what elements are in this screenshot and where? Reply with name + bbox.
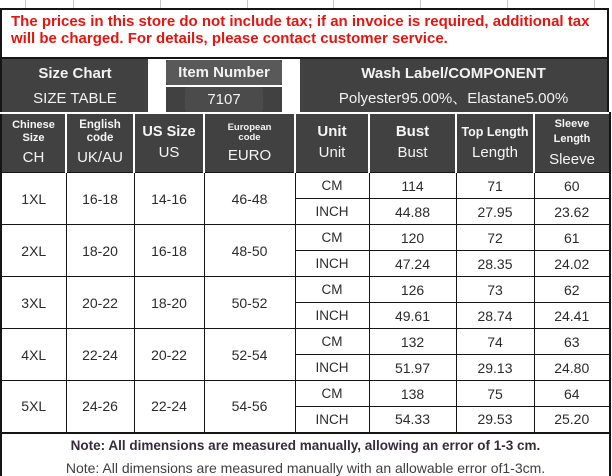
ukau-cell: 18-20 (66, 225, 134, 277)
length-cm-cell: 74 (456, 329, 534, 355)
size-cell: 1XL (1, 173, 66, 225)
col-bust: Bust Bust (369, 113, 456, 173)
bust-inch-cell: 51.97 (369, 355, 456, 381)
length-inch-cell: 27.95 (456, 199, 534, 225)
length-cm-cell: 72 (456, 225, 534, 251)
size-row-3xl-cm (1, 277, 610, 303)
euro-cell: 54-56 (204, 381, 295, 433)
bust-cm-cell: 132 (369, 329, 456, 355)
col-top-length: Top Length Length (456, 113, 534, 173)
unit-cm-cell: CM (295, 381, 369, 407)
unit-inch-cell: INCH (295, 355, 369, 381)
spreadsheet-gridline-fringe-top (0, 0, 612, 8)
bust-inch-cell: 49.61 (369, 303, 456, 329)
unit-inch-cell: INCH (295, 407, 369, 433)
size-row-5xl-cm (1, 381, 610, 407)
size-chart-title: Size Chart (38, 64, 112, 82)
col-us-size: US Size US (134, 113, 204, 173)
sleeve-inch-cell: 24.02 (534, 251, 610, 277)
bust-cm-cell: 126 (369, 277, 456, 303)
item-number-cell (150, 59, 298, 112)
ukau-cell: 22-24 (66, 329, 134, 381)
sleeve-inch-cell: 24.41 (534, 303, 610, 329)
tax-notice: The prices in this store do not include tax; if an invoice is required, additional tax will be charged. For details, please contact customer service. (0, 8, 609, 57)
unit-cm-cell: CM (295, 277, 369, 303)
col-sleeve-length: Sleeve Length Sleeve (534, 113, 610, 173)
note-row-primary (1, 433, 610, 457)
bust-inch-cell: 47.24 (369, 251, 456, 277)
sleeve-inch-cell: 24.80 (534, 355, 610, 381)
length-inch-cell: 28.74 (456, 303, 534, 329)
length-inch-cell: 28.35 (456, 251, 534, 277)
length-cm-cell: 73 (456, 277, 534, 303)
col-english-code: English code UK/AU (66, 113, 134, 173)
table-meta-header (0, 57, 609, 112)
us-cell: 14-16 (134, 173, 204, 225)
size-row-4xl-cm (1, 329, 610, 355)
us-cell: 18-20 (134, 277, 204, 329)
us-cell: 22-24 (134, 381, 204, 433)
size-row-1xl-cm (1, 173, 610, 199)
unit-inch-cell: INCH (295, 251, 369, 277)
us-cell: 16-18 (134, 225, 204, 277)
size-chart-title-cell (2, 59, 148, 112)
length-inch-cell: 29.53 (456, 407, 534, 433)
unit-cm-cell: CM (295, 173, 369, 199)
measurement-note-bold: Note: All dimensions are measured manually, allowing an error of 1-3 cm. (1, 433, 610, 457)
ukau-cell: 16-18 (66, 173, 134, 225)
bust-cm-cell: 120 (369, 225, 456, 251)
size-cell: 5XL (1, 381, 66, 433)
length-cm-cell: 71 (456, 173, 534, 199)
size-cell: 3XL (1, 277, 66, 329)
item-number-label: Item Number (166, 60, 282, 85)
ukau-cell: 20-22 (66, 277, 134, 329)
col-european-code: European code EURO (204, 113, 295, 173)
column-header-row (1, 113, 610, 173)
sleeve-cm-cell: 64 (534, 381, 610, 407)
sleeve-cm-cell: 63 (534, 329, 610, 355)
size-cell: 4XL (1, 329, 66, 381)
wash-label-title: Wash Label/COMPONENT (361, 64, 546, 82)
bust-cm-cell: 138 (369, 381, 456, 407)
bust-cm-cell: 114 (369, 173, 456, 199)
sleeve-cm-cell: 60 (534, 173, 610, 199)
composition-value: Polyester95.00%、Elastane5.00% (338, 89, 569, 107)
euro-cell: 46-48 (204, 173, 295, 225)
size-chart-subtitle: SIZE TABLE (33, 89, 117, 107)
sleeve-cm-cell: 62 (534, 277, 610, 303)
col-unit: Unit Unit (295, 113, 369, 173)
bust-inch-cell: 44.88 (369, 199, 456, 225)
size-table (0, 112, 611, 476)
measurement-note: Note: All dimensions are measured manually with an allowable error of1-3cm. (1, 457, 610, 476)
note-row-secondary (1, 457, 610, 476)
sleeve-inch-cell: 25.20 (534, 407, 610, 433)
item-number-value: 7107 (185, 87, 262, 112)
bust-inch-cell: 54.33 (369, 407, 456, 433)
size-row-2xl-cm (1, 225, 610, 251)
us-cell: 20-22 (134, 329, 204, 381)
unit-cm-cell: CM (295, 329, 369, 355)
col-chinese-size: Chinese Size CH (1, 113, 66, 173)
euro-cell: 48-50 (204, 225, 295, 277)
sleeve-inch-cell: 23.62 (534, 199, 610, 225)
euro-cell: 52-54 (204, 329, 295, 381)
size-cell: 2XL (1, 225, 66, 277)
length-inch-cell: 29.13 (456, 355, 534, 381)
length-cm-cell: 75 (456, 381, 534, 407)
unit-cm-cell: CM (295, 225, 369, 251)
sleeve-cm-cell: 61 (534, 225, 610, 251)
unit-inch-cell: INCH (295, 199, 369, 225)
ukau-cell: 24-26 (66, 381, 134, 433)
euro-cell: 50-52 (204, 277, 295, 329)
unit-inch-cell: INCH (295, 303, 369, 329)
wash-label-cell (300, 59, 607, 112)
